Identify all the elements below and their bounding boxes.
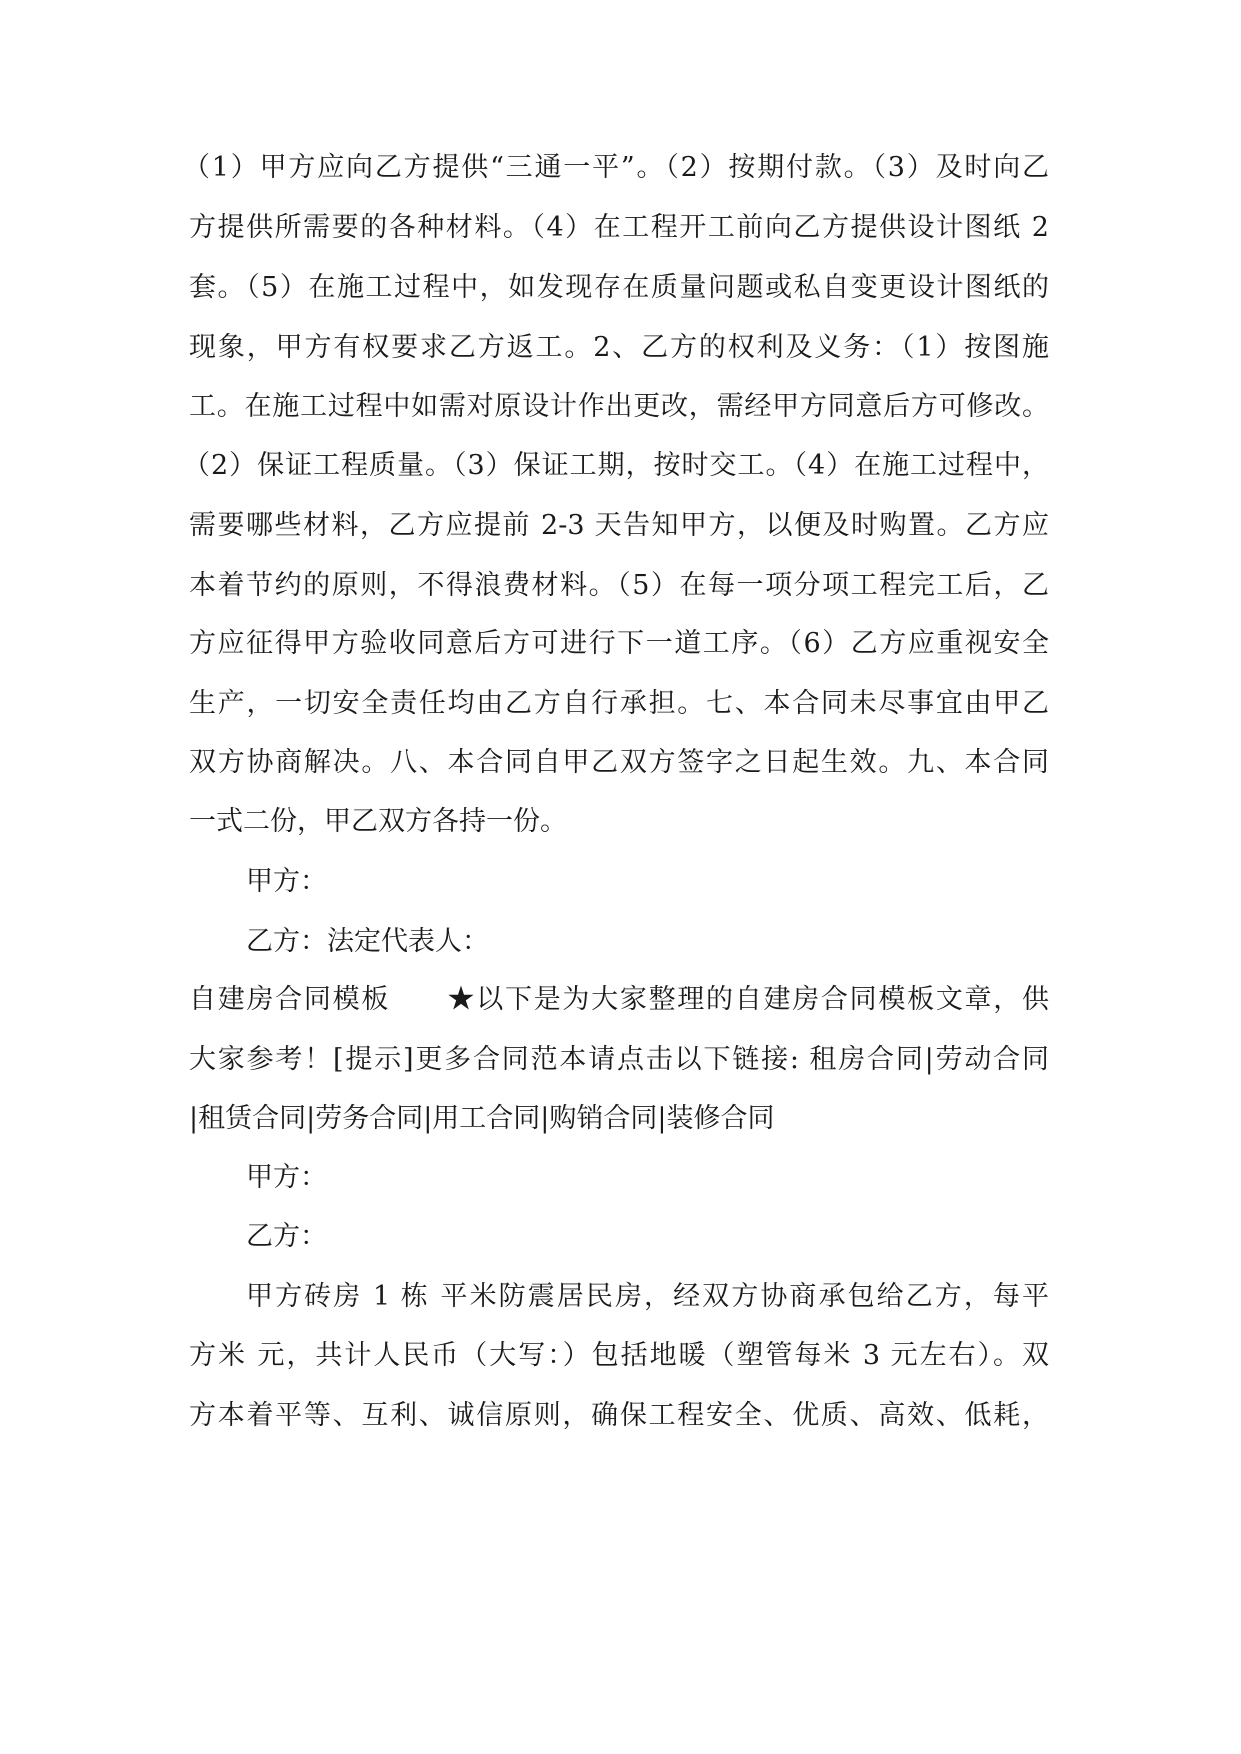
- party-b-signature-line: 乙方：法定代表人：: [246, 926, 489, 957]
- body-text-line: 工。在施工过程中如需对原设计作出更改，需经甲方同意后方可修改。: [189, 391, 1049, 422]
- body-text-line: 现象，甲方有权要求乙方返工。2、乙方的权利及义务：（1）按图施: [189, 332, 1049, 363]
- related-links-line: 大家参考！[提示]更多合同范本请点击以下链接: 租房合同|劳动合同: [189, 1044, 1049, 1075]
- body-text-line: 套。（5）在施工过程中，如发现存在质量问题或私自变更设计图纸的: [189, 272, 1049, 303]
- body-text-line: 方应征得甲方验收同意后方可进行下一道工序。（6）乙方应重视安全: [189, 628, 1049, 659]
- body-text-line: 方米 元，共计人民币（大写：）包括地暖（塑管每米 3 元左右）。双: [189, 1340, 1049, 1371]
- party-b-label: 乙方：: [246, 1221, 327, 1252]
- template-heading-line: 自建房合同模板 ★以下是为大家整理的自建房合同模板文章，供: [189, 984, 1049, 1015]
- body-text-line: 方提供所需要的各种材料。（4）在工程开工前向乙方提供设计图纸 2: [189, 212, 1049, 243]
- body-text-line: （2）保证工程质量。（3）保证工期，按时交工。（4）在施工过程中，: [183, 450, 1049, 481]
- party-a-label: 甲方：: [246, 866, 327, 897]
- body-text-line: 一式二份，甲乙双方各持一份。: [189, 806, 567, 837]
- party-a-label: 甲方：: [246, 1162, 327, 1193]
- body-text-line: 方本着平等、互利、诚信原则，确保工程安全、优质、高效、低耗，: [189, 1400, 1049, 1431]
- body-text-line: （1）甲方应向乙方提供“三通一平”。（2）按期付款。（3）及时向乙: [183, 152, 1049, 183]
- body-text-line: 甲方砖房 1 栋 平米防震居民房，经双方协商承包给乙方，每平: [246, 1281, 1049, 1312]
- body-text-line: 生产，一切安全责任均由乙方自行承担。七、本合同未尽事宜由甲乙: [189, 688, 1049, 719]
- body-text-line: 本着节约的原则，不得浪费材料。（5）在每一项分项工程完工后，乙: [189, 570, 1049, 601]
- related-links-line: |租赁合同|劳务合同|用工合同|购销合同|装修合同: [189, 1103, 775, 1134]
- body-text-line: 双方协商解决。八、本合同自甲乙双方签字之日起生效。九、本合同: [189, 747, 1049, 778]
- body-text-line: 需要哪些材料，乙方应提前 2-3 天告知甲方，以便及时购置。乙方应: [189, 510, 1049, 541]
